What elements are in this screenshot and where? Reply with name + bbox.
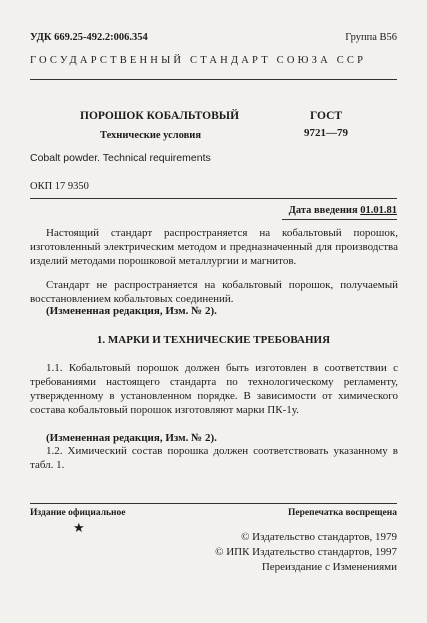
effective-date-label: Дата введения — [288, 205, 358, 216]
document-subtitle: Технические условия — [100, 130, 202, 141]
effective-date — [289, 205, 397, 216]
reissue-note: Переиздание с Изменениями — [261, 561, 397, 573]
reprint-prohibited: Перепечатка воспрещена — [287, 508, 397, 518]
star-icon: ★ — [73, 520, 85, 535]
section-1-1-amendment-note: (Измененная редакция, Изм. № 2). — [46, 432, 217, 444]
official-edition: Издание официальное — [30, 508, 126, 518]
date-rule — [282, 219, 397, 220]
group-code: Группа В56 — [345, 32, 397, 43]
section-1-heading: 1. МАРКИ И ТЕХНИЧЕСКИЕ ТРЕБОВАНИЯ — [96, 334, 331, 346]
header-rule — [30, 79, 397, 80]
footer-rule — [30, 503, 397, 504]
intro-paragraph-1: Настоящий стандарт распространяется на кобальтовый порошок, изготовленный электрическим методом и предназначенный для производства изделий методами порошковой металлургии и магнитов. — [30, 227, 398, 267]
udk-code: УДК 669.25-492.2:006.354 — [30, 32, 148, 43]
intro-amendment-note: (Измененная редакция, Изм. № 2). — [46, 305, 217, 317]
okp-code: ОКП 17 9350 — [30, 181, 89, 192]
effective-date-value: 01.01.81 — [360, 205, 397, 216]
gost-number: 9721—79 — [304, 127, 348, 139]
document-title: ПОРОШОК КОБАЛЬТОВЫЙ — [80, 110, 240, 122]
state-standard-banner: ГОСУДАРСТВЕННЫЙ СТАНДАРТ СОЮЗА ССР — [30, 55, 367, 66]
section-1-2-paragraph: 1.2. Химический состав порошка должен соответствовать указанному в табл. 1. — [30, 445, 398, 471]
title-rule — [30, 198, 397, 199]
copyright-1997: © ИПК Издательство стандартов, 1997 — [215, 546, 397, 558]
copyright-1979: © Издательство стандартов, 1979 — [241, 531, 397, 543]
english-title: Cobalt powder. Technical requirements — [30, 152, 211, 164]
intro-paragraph-2: Стандарт не распространяется на кобальтовый порошок, получаемый восстановлением кобальтовых соединений. — [30, 279, 398, 305]
gost-label: ГОСТ — [310, 110, 343, 122]
section-1-1-paragraph: 1.1. Кобальтовый порошок должен быть изготовлен в соответствии с требованиями настоящего стандарта по технологическому регламенту, утвержденному в установленном порядке. В зависимости от химического состава кобальтовый порошок изготовляют марки ПК-1у. — [30, 362, 398, 416]
